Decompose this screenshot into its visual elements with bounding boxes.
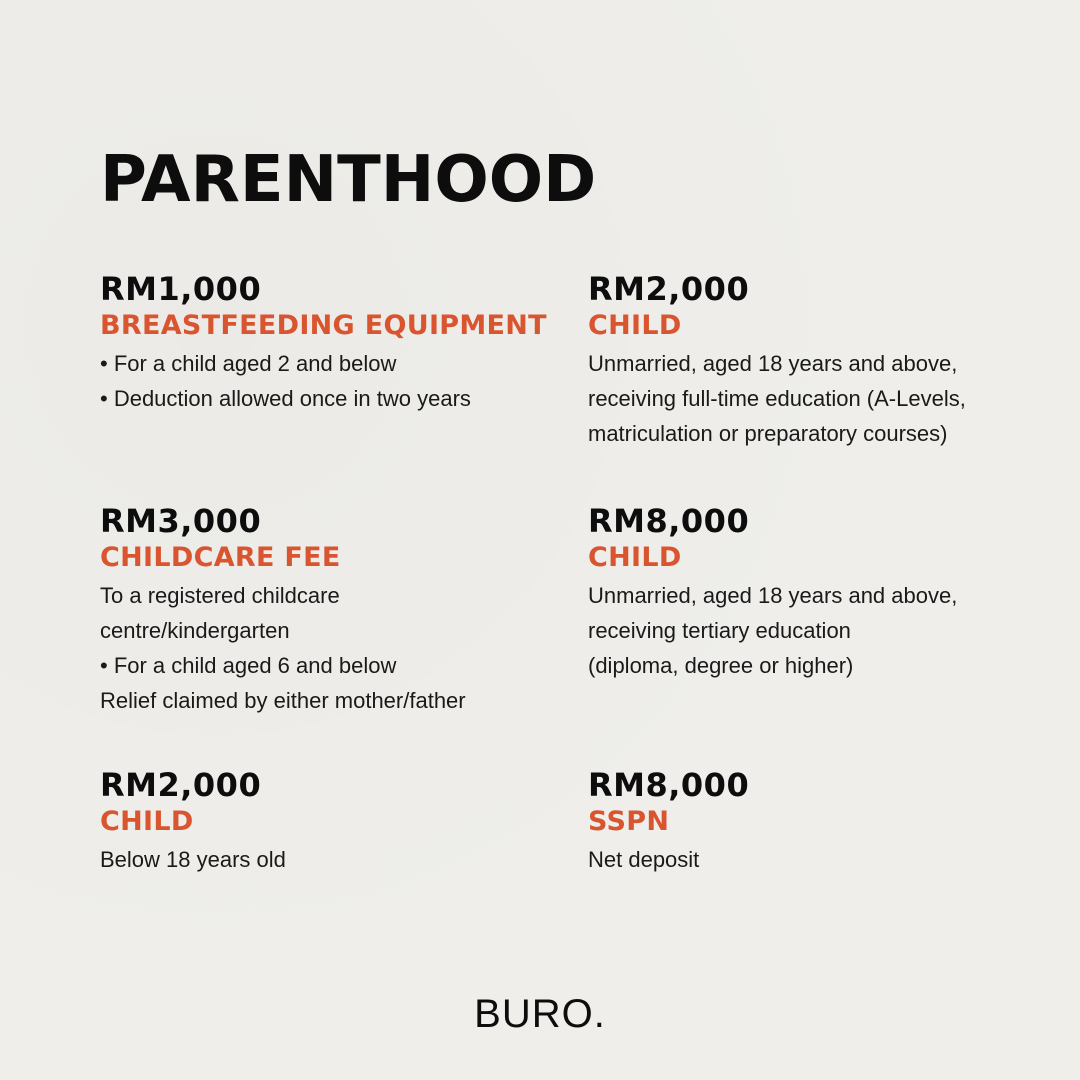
relief-amount: RM1,000 <box>100 270 262 308</box>
relief-detail-line: • Deduction allowed once in two years <box>100 386 471 411</box>
relief-detail-line: Net deposit <box>588 847 700 872</box>
relief-detail-line: Below 18 years old <box>100 847 286 872</box>
relief-detail-line: • For a child aged 6 and below <box>100 653 397 678</box>
relief-category: CHILD <box>588 310 682 341</box>
page-title: PARENTHOOD <box>100 143 597 217</box>
relief-amount: RM8,000 <box>588 502 750 540</box>
relief-item-child-tertiary <box>588 502 1008 683</box>
relief-detail-line: receiving tertiary education <box>588 618 851 643</box>
relief-detail-line: centre/kindergarten <box>100 618 290 643</box>
relief-item-sspn <box>588 766 1008 877</box>
relief-amount: RM8,000 <box>588 766 750 804</box>
relief-amount: RM2,000 <box>588 270 750 308</box>
relief-category: CHILDCARE FEE <box>100 542 341 573</box>
relief-category: CHILD <box>588 542 682 573</box>
relief-category: SSPN <box>588 806 670 837</box>
relief-item-child-below-18 <box>100 766 520 877</box>
relief-amount: RM2,000 <box>100 766 262 804</box>
relief-category: BREASTFEEDING EQUIPMENT <box>100 310 547 341</box>
relief-detail-line: Relief claimed by either mother/father <box>100 688 466 713</box>
brand-logo: BURO. <box>474 992 606 1036</box>
relief-item-breastfeeding <box>100 270 547 416</box>
relief-category: CHILD <box>100 806 194 837</box>
relief-detail-line: • For a child aged 2 and below <box>100 351 397 376</box>
relief-item-childcare-fee <box>100 502 520 718</box>
relief-detail-line: To a registered childcare <box>100 583 340 608</box>
relief-amount: RM3,000 <box>100 502 262 540</box>
relief-detail-line: matriculation or preparatory courses) <box>588 421 948 446</box>
relief-item-child-full-time <box>588 270 1008 451</box>
relief-detail-line: Unmarried, aged 18 years and above, <box>588 351 958 376</box>
relief-detail-line: receiving full-time education (A-Levels, <box>588 386 966 411</box>
relief-detail-line: (diploma, degree or higher) <box>588 653 854 678</box>
relief-detail-line: Unmarried, aged 18 years and above, <box>588 583 958 608</box>
